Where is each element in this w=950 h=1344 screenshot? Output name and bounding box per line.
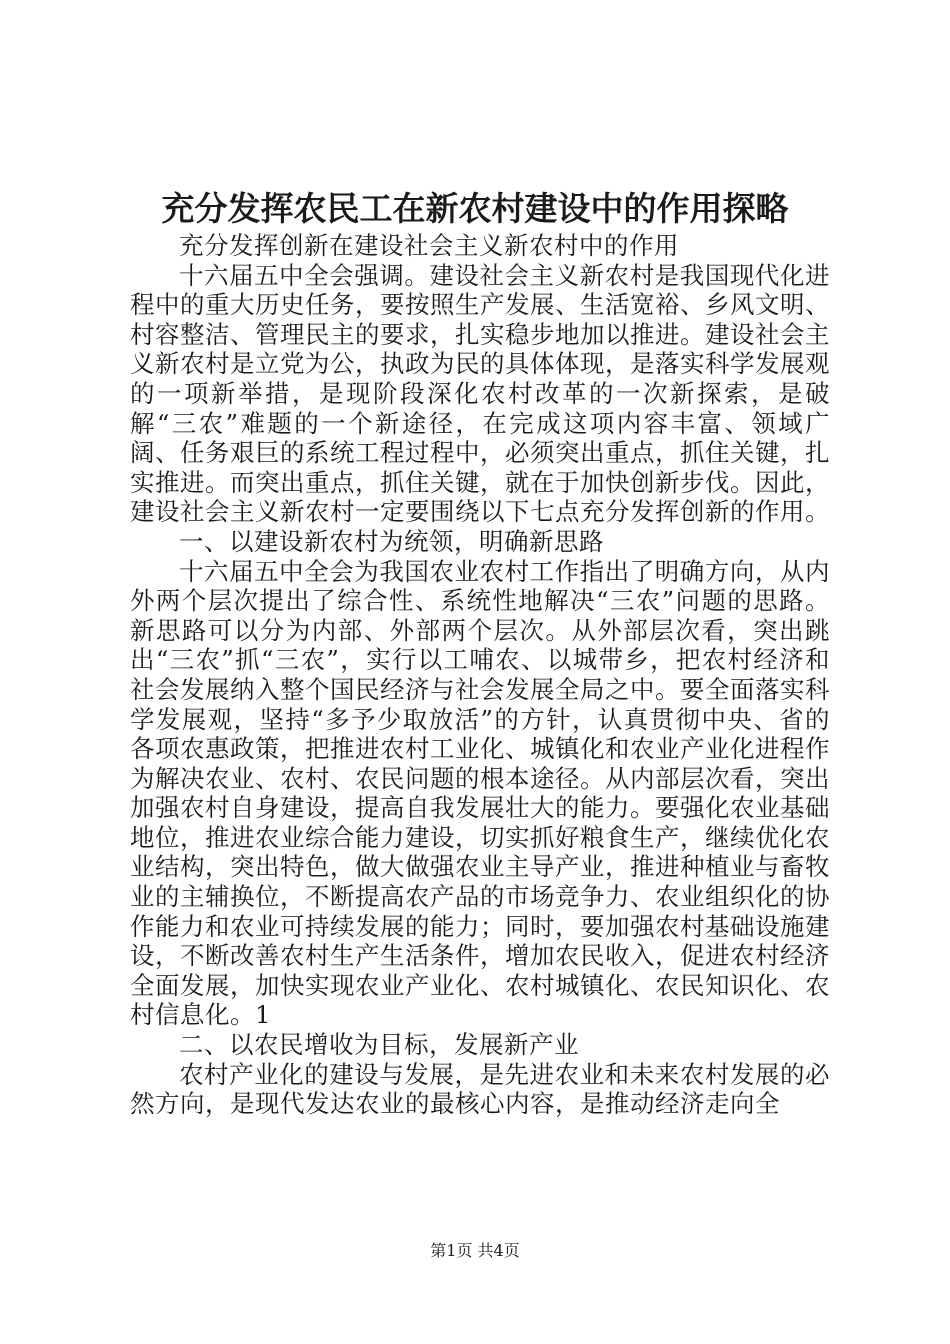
section-heading-2: 二、以农民增收为目标，发展新产业 (179, 1030, 579, 1060)
paragraph: 农村产业化的建设与发展，是先进农业和未来农村发展的必然方向，是现代发达农业的最核心内容，是推动经济走向全 (130, 1059, 830, 1119)
document-body (130, 231, 830, 1119)
paragraph-subtitle: 充分发挥创新在建设社会主义新农村中的作用 (179, 231, 679, 260)
page-footer: 第1页 共4页 (430, 1241, 520, 1260)
paragraph: 十六届五中全会为我国农业农村工作指出了明确方向，从内外两个层次提出了综合性、系统性地解决“三农”问题的思路。新思路可以分为内部、外部两个层次。从外部层次看，突出跳出“三农”抓“三农”，实行以工哺农、以城带乡，把农村经济和社会发展纳入整个国民经济与社会发展全局之中。要全面落实科学发展观，坚持“多予少取放活”的方针，认真贯彻中央、省的各项农惠政策，把推进农村工业化、城镇化和农业产业化进程作为解决农业、农村、农民问题的根本途径。从内部层次看，突出加强农村自身建设，提高自我发展壮大的能力。要强化农业基础地位，推进农业综合能力建设，切实抓好粮食生产，继续优化农业结构，突出特色，做大做强农业主导产业，推进种植业与畜牧业的主辅换位，不断提高农产品的市场竞争力、农业组织化的协作能力和农业可持续发展的能力；同时，要加强农村基础设施建设，不断改善农村生产生活条件，增加农民收入，促进农村经济全面发展，加快实现农业产业化、农村城镇化、农民知识化、农村信息化。1 (130, 556, 830, 1030)
document-title: 充分发挥农民工在新农村建设中的作用探略 (161, 189, 789, 228)
section-heading-1: 一、以建设新农村为统领，明确新思路 (179, 526, 604, 556)
paragraph: 十六届五中全会强调。建设社会主义新农村是我国现代化进程中的重大历史任务，要按照生产发展、生活宽裕、乡风文明、村容整洁、管理民主的要求，扎实稳步地加以推进。建设社会主义新农村是立党为公，执政为民的具体体现，是落实科学发展观的一项新举措，是现阶段深化农村改革的一次新探索，是破解“三农”难题的一个新途径，在完成这项内容丰富、领域广阔、任务艰巨的系统工程过程中，必须突出重点，抓住关键，扎实推进。而突出重点，抓住关键，就在于加快创新步伐。因此，建设社会主义新农村一定要围绕以下七点充分发挥创新的作用。 (130, 260, 830, 527)
